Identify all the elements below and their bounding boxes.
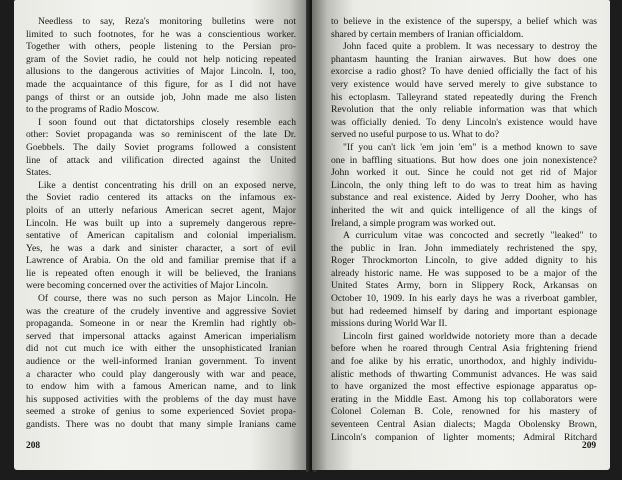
text-line: missions during World War II.	[331, 318, 448, 330]
text-line: United States Army, born in Slippery Rock, Arkansas on	[331, 280, 597, 292]
text-line: allusions to the dangerous activities of Major Lincoln. I, too,	[26, 66, 296, 78]
text-line: but had redeemed himself by daring and important espionage	[331, 305, 597, 317]
text-line: Yes, he was a dark and sinister character, a sort of evil	[26, 242, 296, 254]
right-page-number: 209	[582, 441, 597, 451]
text-line: his ectoplasm. Talleyrand stated repeatedly during the French	[331, 91, 597, 103]
text-line: Goebbels. The daily Soviet programs followed a consistent	[26, 141, 296, 153]
text-line: Lincoln, the only thing left to do was to treat him as having	[331, 179, 597, 191]
text-line: exorcise a radio ghost? To have denied officially the fact of his	[331, 66, 597, 78]
text-line: John faced quite a problem. It was necessary to destroy the	[343, 41, 597, 53]
text-line: a character who could play dangerously with war and peace,	[26, 368, 296, 380]
text-line: seventeen Central Asian dialects; Magda Obolensky Brown,	[331, 419, 597, 430]
text-line: the Soviet radio centered its attacks on the infamous ex-	[26, 192, 296, 204]
text-line: served that impersonal attacks against American imperialism	[26, 330, 296, 342]
text-line: Needless to say, Reza's monitoring bulletins were not	[38, 16, 296, 27]
text-line: Ireland, a simple program was worked out.	[331, 217, 496, 229]
text-line: Lincoln's companion of lighter moments; Admiral Ritchard	[331, 431, 597, 443]
text-line: A curriculum vitae was concocted and secretly "leaked" to	[343, 230, 597, 242]
left-page-body	[26, 16, 296, 432]
text-line: substance and real existence. Aided by Jerry Dooher, who has	[331, 192, 597, 204]
text-line: served no useful purpose to us. What to do?	[331, 129, 499, 141]
text-line: Colonel Coleman B. Cole, renowned for his mastery of	[331, 406, 597, 418]
text-line: seemed a stroke of genius to some experienced Soviet propa-	[26, 406, 296, 418]
text-line: his supposed activities with the problems of the day must have	[26, 393, 296, 405]
right-page-body	[331, 16, 597, 444]
text-line: to endow him with a famous American name, and to link	[26, 381, 296, 393]
left-page-number: 208	[26, 441, 41, 451]
text-line: made the acquaintance of this figure, for as I did not have	[26, 78, 296, 90]
text-line: limited to such footnotes, for he was a conscientious worker.	[26, 28, 296, 40]
text-line: I soon found out that dictatorships closely resemble each	[38, 116, 296, 128]
right-page	[312, 0, 610, 470]
text-line: to have organized the most effective espionage apparatus op-	[331, 381, 597, 393]
text-line: phantasm haunting the Iranian airwaves. But how does one	[331, 53, 597, 65]
text-line: States.	[26, 167, 52, 179]
text-line: already historic name. He was supposed to be a major of the	[331, 267, 597, 279]
text-line: one in baffling situations. But how does one join nonexistence?	[331, 154, 597, 166]
text-line: ploits of an utterly nefarious American secret agent, Major	[26, 204, 296, 216]
text-line: was the creature of the crudely inventive and aggressive Soviet	[26, 305, 296, 317]
text-line: Lincoln first gained worldwide notoriety more than a decade	[343, 330, 597, 342]
text-line: pangs of thirst or an outside job, John made me also listen	[26, 91, 296, 103]
text-line: October 10, 1909. In his early days he was a riverboat gambler,	[331, 293, 597, 305]
text-line: gandists. There was no doubt that many simple Iranians came	[26, 419, 296, 430]
text-line: Of course, there was no such person as Major Lincoln. He	[38, 293, 296, 305]
text-line: lie is repeated often enough it will be believed, the Iranians	[26, 267, 296, 279]
text-line: Together with others, people listening to the Persian pro-	[26, 41, 296, 53]
text-line: to believe in the existence of the superspy, a belief which was	[331, 16, 597, 27]
text-line: did not cut much ice with either the unsophisticated Iranian	[26, 343, 296, 355]
text-line: inherited the wit and quick intelligence of all the kings of	[331, 204, 597, 216]
text-line: the public in Iran. John immediately rechristened the spy,	[331, 242, 597, 254]
text-line: were becoming concerned over the activities of Major Lincoln.	[26, 280, 269, 292]
text-line: and foe alike by his erratic, unorthodox, and highly individu-	[331, 356, 597, 368]
text-line: "If you can't lick 'em join 'em" is a method known to save	[343, 141, 597, 153]
text-line: Revolution that the only reliable information was that which	[331, 104, 597, 116]
text-line: Roger Throckmorton Lincoln, to give added dignity to his	[331, 255, 597, 267]
text-line: gram of the Soviet radio, he could not help noticing repeated	[26, 53, 296, 65]
text-line: audience or the well-informed Iranian government. To invent	[26, 356, 296, 368]
text-line: before when he roared through Central Asia frightening friend	[331, 343, 597, 355]
text-line: sentative of American capitalism and colonial imperialism.	[26, 230, 296, 242]
text-line: Lincoln. He was built up into a supremely dangerous repre-	[26, 217, 296, 229]
left-page	[14, 0, 310, 470]
text-line: was officially denied. To deny Lincoln's existence would have	[331, 116, 597, 128]
text-line: erating in the Middle East. Among his top collaborators were	[331, 393, 597, 405]
text-line: other: Soviet propaganda was so reminiscent of the late Dr.	[26, 129, 296, 141]
text-line: line of attack and vilification directed against the United	[26, 154, 296, 166]
text-line: shared by certain members of Iranian officialdom.	[331, 28, 524, 40]
text-line: alistic methods of thwarting Communist advances. He was said	[331, 368, 597, 380]
text-line: John worked it out. Since he could not get rid of Major	[331, 167, 597, 179]
text-line: Lawrence of Arabia. On the old and familiar premise that if a	[26, 255, 296, 267]
text-line: propaganda. Someone in or near the Kremlin had rightly ob-	[26, 318, 296, 330]
text-line: to the programs of Radio Moscow.	[26, 104, 160, 116]
text-line: Like a dentist concentrating his drill on an exposed nerve,	[38, 179, 296, 191]
text-line: very existence would have served merely to give substance to	[331, 78, 597, 90]
